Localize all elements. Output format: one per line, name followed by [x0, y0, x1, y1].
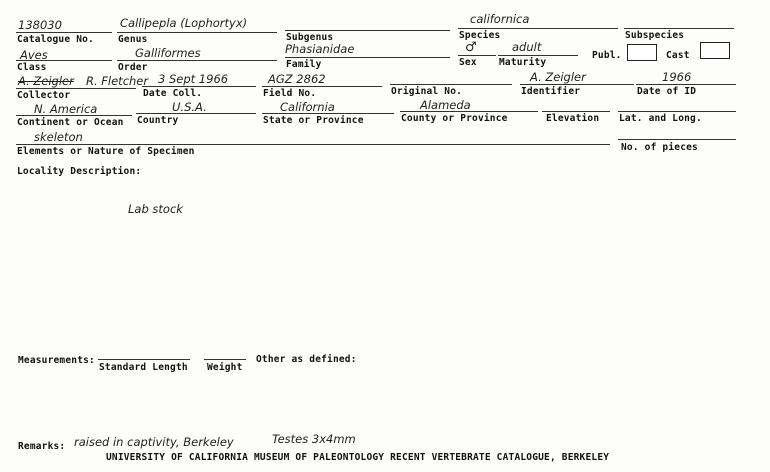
genus-label: Genus — [118, 34, 148, 45]
continent-label: Continent or Ocean — [17, 117, 124, 128]
no-of-pieces-label: No. of pieces — [621, 142, 698, 153]
species-line — [458, 28, 618, 29]
identifier-label: Identifier — [521, 86, 581, 97]
county-label: County or Province — [401, 113, 508, 124]
class-label: Class — [17, 62, 47, 73]
cast-label: Cast — [666, 50, 690, 61]
publ-label: Publ. — [592, 50, 622, 61]
continent-line — [16, 115, 132, 116]
lat-long-label: Lat. and Long. — [619, 113, 702, 124]
order-label: Order — [118, 62, 148, 73]
standard-length-line — [98, 359, 190, 360]
other-defined-label: Other as defined: — [256, 354, 357, 365]
catalogue-no-label: Catalogue No. — [17, 34, 94, 45]
remarks-extra-value: Testes 3x4mm — [272, 432, 356, 446]
elements-label: Elements or Nature of Specimen — [17, 146, 195, 157]
state-value: California — [280, 100, 335, 114]
original-no-line — [390, 84, 512, 85]
original-no-label: Original No. — [391, 86, 463, 97]
date-coll-label: Date Coll. — [143, 88, 203, 99]
maturity-value: adult — [512, 40, 542, 54]
remarks-value: raised in captivity, Berkeley — [74, 435, 234, 449]
remarks-label: Remarks: — [18, 441, 66, 452]
locality-label: Locality Description: — [17, 166, 142, 177]
date-coll-value: 3 Sept 1966 — [158, 72, 229, 86]
date-of-id-line — [636, 84, 736, 85]
subgenus-label: Subgenus — [286, 32, 334, 43]
species-label: Species — [459, 30, 501, 41]
species-value: californica — [470, 12, 530, 26]
collector-label: Collector — [17, 90, 71, 101]
no-of-pieces-line — [618, 139, 736, 140]
order-line — [117, 60, 277, 61]
collector-value: R. Fletcher — [86, 74, 149, 88]
country-label: Country — [137, 115, 179, 126]
genus-value: Callipepla (Lophortyx) — [120, 16, 248, 30]
date-of-id-value: 1966 — [662, 70, 692, 84]
county-line — [400, 111, 538, 112]
locality-value: Lab stock — [128, 202, 183, 216]
catalogue-no-value: 138030 — [18, 18, 62, 32]
order-value: Galliformes — [135, 46, 201, 60]
family-value: Phasianidae — [285, 42, 355, 56]
country-line — [136, 113, 256, 114]
genus-line — [117, 32, 277, 33]
elements-line — [16, 144, 610, 145]
class-line — [16, 60, 112, 61]
continent-value: N. America — [34, 102, 98, 116]
date-coll-line — [142, 86, 256, 87]
collector-line — [16, 88, 136, 89]
subspecies-label: Subspecies — [625, 30, 685, 41]
weight-label: Weight — [207, 362, 243, 373]
identifier-value: A. Zeigler — [530, 70, 586, 84]
field-no-line — [262, 86, 382, 87]
subspecies-line — [624, 28, 734, 29]
elevation-line — [542, 111, 610, 112]
lat-long-line — [618, 111, 736, 112]
weight-line — [204, 359, 246, 360]
family-label: Family — [286, 59, 322, 70]
maturity-line — [498, 55, 578, 56]
elevation-label: Elevation — [546, 113, 600, 124]
family-line — [285, 57, 450, 58]
country-value: U.S.A. — [172, 100, 207, 114]
identifier-line — [520, 84, 634, 85]
date-of-id-label: Date of ID — [637, 86, 697, 97]
footer-institution: UNIVERSITY OF CALIFORNIA MUSEUM OF PALEONTOLOGY RECENT VERTEBRATE CATALOGUE, BERKELEY — [106, 452, 610, 463]
standard-length-label: Standard Length — [99, 362, 188, 373]
maturity-label: Maturity — [499, 57, 547, 68]
field-no-value: AGZ 2862 — [268, 72, 326, 86]
class-value: Aves — [20, 48, 48, 62]
subgenus-line — [285, 30, 450, 31]
sex-label: Sex — [459, 57, 477, 68]
measurements-label: Measurements: — [18, 355, 95, 366]
sex-line — [458, 55, 496, 56]
cast-checkbox[interactable] — [700, 42, 730, 59]
collector-struck-value: A. Zeigler — [18, 74, 74, 88]
elements-value: skeleton — [34, 130, 83, 144]
state-line — [262, 113, 394, 114]
state-label: State or Province — [263, 115, 364, 126]
field-no-label: Field No. — [263, 88, 317, 99]
sex-value: ♂ — [465, 40, 477, 55]
county-value: Alameda — [420, 98, 471, 112]
publ-checkbox[interactable] — [627, 44, 657, 61]
catalogue-no-line — [16, 32, 112, 33]
